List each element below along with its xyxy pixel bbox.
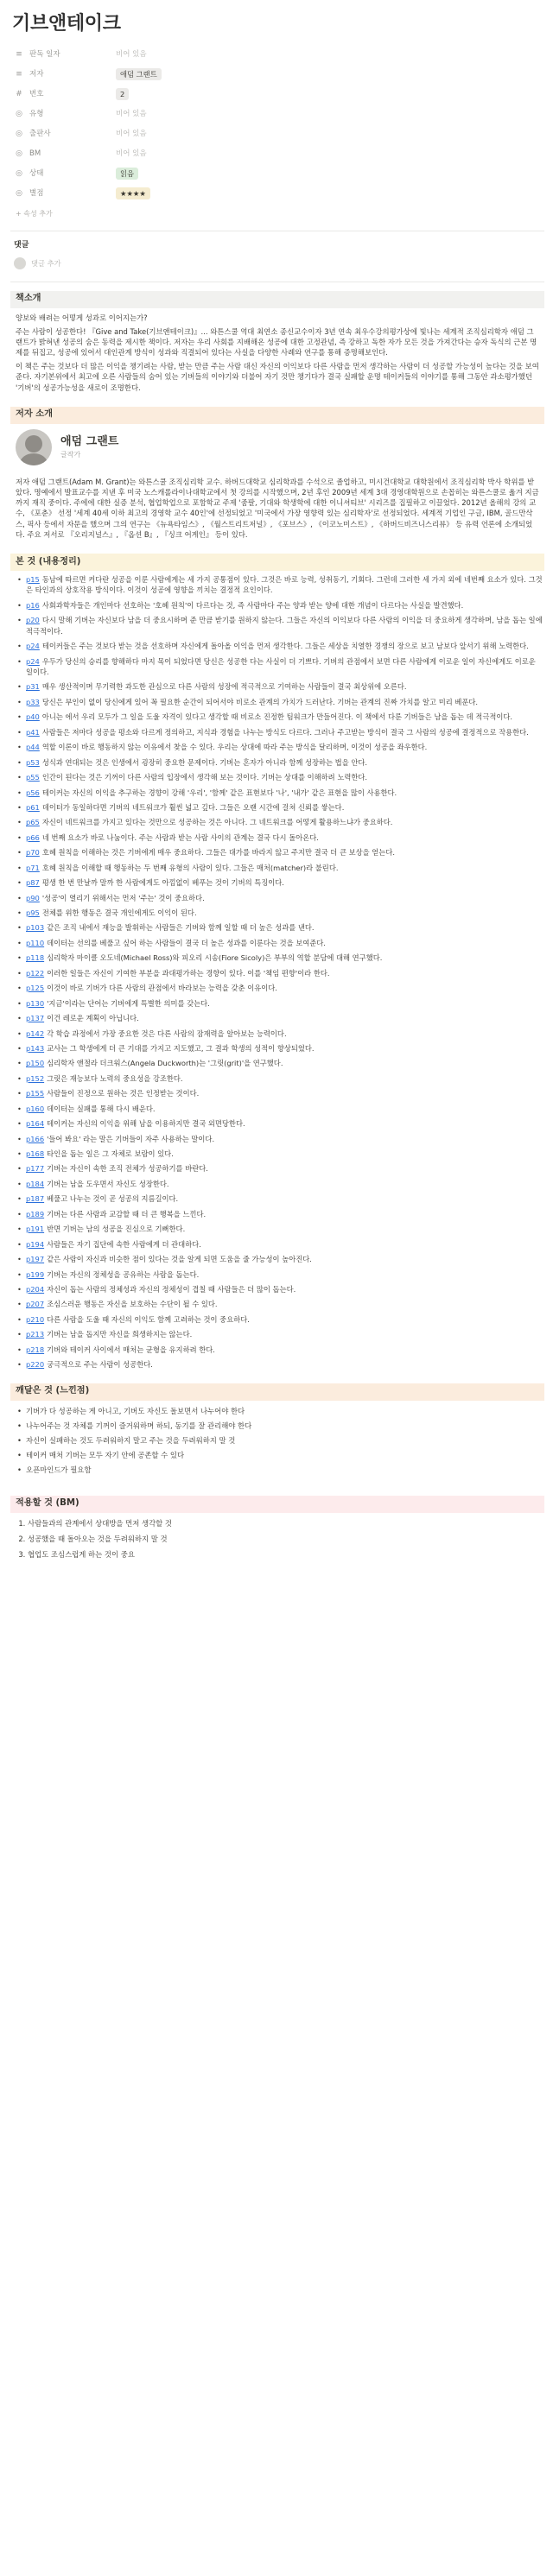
page-link[interactable]: p164	[26, 1119, 45, 1129]
note-text: 기버는 남을 도우면서 자신도 성장한다.	[47, 1179, 169, 1188]
note-item	[16, 953, 544, 963]
property-value[interactable]	[116, 49, 147, 60]
property-value-text: 비어 있음	[116, 110, 147, 119]
property-value[interactable]	[116, 68, 162, 80]
page-link[interactable]: p40	[26, 712, 40, 722]
note-text: '성공'이 열리기 위해서는 먼저 '주는' 것이 중요하다.	[41, 893, 205, 902]
note-item	[16, 1314, 544, 1325]
note-text: 같은 사람이 자신과 비슷한 점이 있다는 것을 알게 되면 도움을 줄 가능성이 높아진다.	[47, 1255, 312, 1264]
page-link[interactable]: p189	[26, 1209, 45, 1218]
page-link[interactable]: p210	[26, 1314, 45, 1324]
property-row[interactable]	[14, 164, 544, 184]
note-text: 자신이 돕는 사람의 정체성과 자신의 정체성이 겹칠 때 사람들은 더 많이 돕는다.	[47, 1284, 296, 1294]
note-item	[16, 922, 544, 933]
page-link[interactable]: p103	[26, 923, 45, 933]
apply-item: 3. 협업도 조심스럽게 하는 것이 중요	[28, 1549, 544, 1560]
properties-panel	[14, 45, 544, 204]
note-text: '지금'이라는 단어는 기버에게 특별한 의미를 갖는다.	[47, 998, 210, 1008]
note-item	[16, 727, 544, 737]
note-text: 사람들은 저마다 성공을 평소와 다르게 정의하고, 지식과 경험을 나누는 방식도 다르다. 그러나 주고받는 방식이 결국 그 사람의 성공에 결정적으로 작용한다.	[41, 727, 529, 737]
select-icon: ◎	[16, 188, 22, 198]
page-link[interactable]: p16	[26, 600, 40, 610]
note-item	[16, 817, 544, 827]
note-item	[16, 998, 544, 1009]
page-link[interactable]: p130	[26, 998, 45, 1008]
note-item	[16, 1179, 544, 1189]
note-text: 기버는 자신의 정체성을 공유하는 사람을 돕는다.	[47, 1269, 200, 1279]
page-link[interactable]: p213	[26, 1330, 45, 1339]
note-item	[16, 742, 544, 752]
summary-paragraph: 이 책은 주는 것보다 더 많은 이익을 챙기려는 사람, 받는 만큼 주는 사람 대신 자신의 이익보다 다른 사람을 먼저 생각하는 사람이 더 성공할 가능성이 높다는 것을 보여준다. 자기본위에서 최고에 오른 사람들의 숨어 있는 기버들의 이야기와 더불어 자기 것만 챙기다가 결국 실패할 운명 테이커들의 이야기를 통해 그동안 과소평가했던 '기버'의 성공가능성을 새로이 조명한다.	[16, 362, 539, 392]
select-icon: ◎	[16, 129, 22, 138]
property-key-label: 출판사	[29, 130, 51, 139]
property-value[interactable]	[116, 88, 129, 100]
note-item	[16, 1299, 544, 1309]
note-item	[16, 877, 544, 888]
page-link[interactable]: p55	[26, 773, 40, 782]
note-text: 호혜 원칙을 이해할 때 행동하는 두 번째 유형의 사람이 있다. 그들은 매처(matcher)라 불린다.	[41, 863, 339, 872]
note-item	[16, 832, 544, 843]
property-key-label: BM	[29, 149, 41, 159]
page-link[interactable]: p220	[26, 1360, 45, 1370]
page-link[interactable]: p187	[26, 1194, 45, 1204]
note-item	[16, 938, 544, 948]
text-icon: ≡	[16, 49, 22, 59]
property-key-label: 저자	[29, 70, 44, 79]
learned-list	[10, 1401, 544, 1484]
note-text: 사람들은 자기 집단에 속한 사람에게 더 관대하다.	[47, 1239, 201, 1249]
page-link[interactable]: p184	[26, 1179, 45, 1188]
note-text: 이건 레로운 계획이 아닙니다.	[47, 1014, 139, 1023]
note-item	[16, 1029, 544, 1039]
note-text: 인간이 된다는 것은 기꺼이 다른 사람의 입장에서 생각해 보는 것이다. 기버는 상대를 이해하려 노력한다.	[41, 773, 368, 782]
note-item	[16, 1239, 544, 1250]
note-item	[16, 802, 544, 813]
page-link[interactable]: p177	[26, 1164, 45, 1174]
property-key-label: 판독 일자	[29, 50, 60, 60]
note-text: 테이커는 자신의 이익을 추구하는 경향이 강해 '우리', '함께' 같은 표현보다 '나', '내가' 같은 표현을 많이 사용한다.	[41, 788, 397, 797]
note-item	[16, 1073, 544, 1084]
author-name: 애덤 그랜트	[60, 434, 119, 448]
summary-block	[10, 308, 544, 402]
page-link[interactable]: p90	[26, 893, 40, 902]
page-link[interactable]: p66	[26, 832, 40, 842]
note-text: 아니는 에서 우리 모두가 그 일을 도울 자격이 있다고 생각할 때 비로소 진정한 팀워크가 만들어진다. 이 책에서 다룬 기버들은 남을 돕는 데 적극적이다.	[41, 712, 513, 722]
note-text: 평생 한 번 만날까 말까 한 사람에게도 아낌없이 베푸는 것이 기버의 특징이다.	[41, 878, 284, 888]
note-text: 호혜 원칙을 이해하는 것은 기버에게 매우 중요하다. 그들은 대가를 바라지 않고 주지만 결국 더 큰 보상을 얻는다.	[41, 848, 395, 858]
note-item	[16, 1134, 544, 1144]
property-row[interactable]	[14, 85, 544, 104]
property-value-text: 비어 있음	[116, 130, 147, 139]
note-item	[16, 983, 544, 993]
comment-input[interactable]: 댓글 추가	[31, 258, 61, 268]
page-link[interactable]: p24	[26, 642, 40, 651]
property-key	[14, 89, 116, 100]
note-item	[16, 656, 544, 678]
page-link[interactable]: p168	[26, 1149, 45, 1159]
number-icon: #	[16, 89, 22, 98]
note-item	[16, 1209, 544, 1219]
note-text: 자신이 네트워크를 가지고 있다는 것만으로 성공하는 것은 아니다. 그 네트워크를 어떻게 활용하느냐가 중요하다.	[41, 818, 393, 827]
property-key	[14, 129, 116, 140]
note-text: 그릿은 재능보다 노력의 중요성을 강조한다.	[47, 1073, 183, 1083]
page-link[interactable]: p218	[26, 1345, 45, 1354]
learned-item: • 기버가 다 성공하는 게 아니고, 기버도 자신도 돌보면서 나누어야 한다	[16, 1406, 544, 1416]
notes-list	[10, 571, 544, 1378]
note-text: 기버는 남을 돕지만 자신을 희생하지는 않는다.	[47, 1330, 193, 1339]
note-text: 조심스러운 행동은 자신을 보호하는 수단이 될 수 있다.	[47, 1300, 218, 1309]
property-value[interactable]	[116, 149, 147, 159]
author-avatar	[16, 429, 52, 465]
page-link[interactable]: p142	[26, 1029, 45, 1038]
note-item	[16, 772, 544, 782]
note-text: 베풀고 나누는 것이 곧 성공의 지름길이다.	[47, 1194, 179, 1204]
page-link[interactable]: p194	[26, 1239, 45, 1249]
note-item	[16, 1284, 544, 1294]
note-item	[16, 1359, 544, 1370]
note-item	[16, 1329, 544, 1339]
property-key-label: 유형	[29, 110, 44, 119]
page-link[interactable]: p199	[26, 1269, 45, 1279]
page-link[interactable]: p71	[26, 863, 40, 872]
note-text: 네 번째 요소가 바로 나눔이다. 주는 사람과 받는 사람 사이의 관계는 결국 다시 돌아온다.	[41, 832, 319, 842]
property-row[interactable]	[14, 184, 544, 204]
note-text: 기버는 자신이 속한 조직 전체가 성공하기를 바란다.	[47, 1164, 208, 1174]
property-row[interactable]	[14, 144, 544, 164]
property-row[interactable]	[14, 45, 544, 65]
note-item	[16, 615, 544, 636]
page-link[interactable]: p166	[26, 1134, 45, 1143]
note-item	[16, 788, 544, 798]
page-link[interactable]: p15	[26, 574, 40, 584]
note-text: 다른 사람을 도울 때 자신의 이익도 함께 고려하는 것이 중요하다.	[47, 1314, 250, 1324]
note-text: 사회과학자들은 개인마다 선호하는 '호혜 원칙'이 다르다는 것, 즉 사람마다 주는 양과 받는 양에 대한 개념이 다르다는 사실을 발견했다.	[41, 600, 464, 610]
note-item	[16, 681, 544, 692]
page-link[interactable]: p65	[26, 818, 40, 827]
property-key	[14, 168, 116, 180]
apply-heading: 적용할 것 (BM)	[10, 1496, 544, 1513]
author-bio: 저자 애덤 그랜트(Adam M. Grant)는 와튼스쿨 조직심리학 교수. 하버드대학교 심리학과를 수석으로 졸업하고, 미시건대학교 대학원에서 조직심리학 박사 학위를 받았다. 명예에서 발표교수를 지낸 후 미국 노스캐롤라이나대학교에서 첫 강의를 시작했으며, 2년 후인 2009년 세계 3대 경영대학원으로 손꼽히는 와튼스쿨로 옮겨 지금까지 재직 중이다. 주에에 대한 실증 분석, 협업학업으로 포함학교 주제 '줌팔, 기대와 학생학에 대한 이니셔티브' 시리즈를 집필하고 이끌었다. 2012년 올해의 강의 교수, 《포춘》 선정 '세계 40세 이하 최고의 경영학 교수 40인'에 선정되었고 '미국에서 가장 영향력 있는 심리학자'로 선정되었다. 세계적 기업인 구글, IBM, 골드만삭스, 픽사 등에서 자문을 했으며 그의 연구는 《뉴욕타임스》, 《월스트리트저널》, 《포브스》, 《이코노미스트》, 《하버드비즈니스리뷰》 등 유력 언론에 소개되었다. 주요 저서로 『오리지널스』, 『옵션 B』, 『싱크 어게인』 등이 있다.	[16, 477, 539, 539]
note-item	[16, 1118, 544, 1129]
summary-paragraph: 양보와 배려는 어떻게 성과로 이어지는가?	[16, 313, 148, 322]
note-text: 각 학습 과정에서 가장 중요한 것은 다른 사람의 잠재력을 알아보는 능력이다.	[47, 1029, 287, 1038]
page-link[interactable]: p122	[26, 968, 45, 978]
note-item	[16, 1088, 544, 1098]
note-text: 테이커는 자신의 이익을 위해 남을 이용하지만 결국 외면당한다.	[47, 1119, 245, 1129]
author-card	[16, 429, 544, 465]
note-text: 기버는 다른 사람과 교감할 때 더 큰 행복을 느낀다.	[47, 1209, 207, 1218]
property-row[interactable]	[14, 65, 544, 85]
note-text: 전체를 위한 행동은 결국 개인에게도 이익이 된다.	[41, 908, 197, 918]
note-item	[16, 1345, 544, 1355]
note-item	[16, 1104, 544, 1114]
page-link[interactable]: p110	[26, 938, 45, 947]
property-key	[14, 69, 116, 80]
select-icon: ◎	[16, 168, 22, 178]
note-text: 교사는 그 학생에게 더 큰 기대를 가지고 지도했고, 그 결과 학생의 성적이 향상되었다.	[47, 1043, 315, 1053]
note-item	[16, 600, 544, 611]
note-item	[16, 908, 544, 918]
page-link[interactable]: p204	[26, 1284, 45, 1294]
comments-label: 댓글	[14, 241, 29, 250]
note-text: 동남에 따르면 커다란 성공을 이룬 사람에게는 세 가지 공통점이 있다. 그것은 바로 능력, 성취동기, 기회다. 그런데 그러한 세 가지 외에 네번째 요소가 있다. 그것은 타인과의 상호작용 방식이다. 이것이 성공에 영향을 끼치는 결정적 요인이다.	[26, 574, 543, 595]
page-link[interactable]: p150	[26, 1059, 45, 1068]
property-key	[14, 188, 116, 199]
avatar	[14, 257, 26, 269]
summary-heading: 책소개	[10, 291, 544, 308]
property-value-text: 애덤 그랜트	[116, 68, 162, 80]
property-value-text: 2	[116, 88, 129, 100]
property-value-text: 읽음	[116, 168, 138, 180]
property-value[interactable]	[116, 168, 138, 180]
author-heading: 저자 소개	[10, 407, 544, 424]
property-value-text: ★★★★	[116, 187, 150, 199]
note-text: 매우 생산적이며 무기력한 과도한 관심으로 다른 사람의 성장에 적극적으로 기여하는 사람들이 결국 최상위에 오른다.	[41, 682, 407, 692]
author-role: 글작가	[60, 451, 81, 459]
page-link[interactable]: p155	[26, 1089, 45, 1098]
note-item	[16, 1254, 544, 1264]
note-item	[16, 968, 544, 978]
note-text: 사람들이 진정으로 원하는 것은 인정받는 것이다.	[47, 1089, 200, 1098]
note-text: 타인을 돕는 일은 그 자체로 보람이 있다.	[47, 1149, 174, 1159]
note-text: 이것이 바로 기버가 다른 사람의 관점에서 바라보는 능력을 갖춘 이유이다.	[47, 984, 277, 993]
note-text: 심리학자 마이클 오도네(Michael Ross)와 피오리 시송(Fiore Sicoly)은 부부의 역할 분담에 대해 연구했다.	[47, 953, 383, 963]
note-item	[16, 1163, 544, 1174]
note-item	[16, 893, 544, 903]
page-link[interactable]: p95	[26, 908, 40, 918]
note-item	[16, 1013, 544, 1023]
page-link[interactable]: p197	[26, 1255, 45, 1264]
note-item	[16, 574, 544, 596]
note-text: 반면 기버는 남의 성공을 진심으로 기뻐한다.	[47, 1225, 186, 1234]
note-text: 다시 말해 기버는 자신보다 남을 더 중요시하며 준 만큼 받기를 원하지 않는다. 그들은 자신의 이익보다 다른 사람의 이익을 더 중요하게 생각하며, 남을 돕는 일에 적극적이다.	[26, 616, 543, 636]
apply-item: 1. 사람들과의 관계에서 상대방을 먼저 생각할 것	[28, 1518, 544, 1529]
learned-item: • 테이커 매처 기버는 모두 자기 안에 공존할 수 있다	[16, 1450, 544, 1460]
notes-heading: 본 것 (내용정리)	[10, 554, 544, 571]
page-link[interactable]: p125	[26, 984, 45, 993]
page-link[interactable]: p207	[26, 1300, 45, 1309]
note-text: 기버와 테이커 사이에서 매처는 균형을 유지하려 한다.	[47, 1345, 215, 1354]
property-value[interactable]	[116, 187, 150, 199]
note-text: 성식과 연대되는 것은 인생에서 굉장히 중요한 문제이다. 기버는 혼자가 아니라 함께 성장하는 법을 안다.	[41, 757, 368, 767]
learned-item: • 오픈마인드가 필요함	[16, 1465, 544, 1475]
property-key	[14, 109, 116, 120]
note-text: 데이터는 실패를 통해 다시 배운다.	[47, 1104, 156, 1113]
page-link[interactable]: p31	[26, 682, 40, 692]
property-key-label: 별점	[29, 189, 44, 199]
page-link[interactable]: p191	[26, 1225, 45, 1234]
page-link[interactable]: p152	[26, 1073, 45, 1083]
page-link[interactable]: p118	[26, 953, 45, 963]
note-text: 이러한 일들은 자신이 기여한 부분을 과대평가하는 경향이 있다. 이를 '책임 편향'이라 한다.	[47, 968, 330, 978]
note-text: 같은 조직 내에서 재능을 발휘하는 사람들은 기버와 함께 일할 때 더 높은 성과를 낸다.	[47, 923, 315, 933]
note-item	[16, 712, 544, 722]
property-row[interactable]	[14, 124, 544, 144]
note-item	[16, 1193, 544, 1204]
note-item	[16, 847, 544, 858]
note-item	[16, 863, 544, 873]
summary-paragraph: 주는 사람이 성공한다! 『Give and Take(기브앤테이크)』... 와튼스쿨 역대 최연소 종신교수이자 3년 연속 최우수강의평가상에 빛나는 세계적 조직심리학자 애덤 그랜트가 밝혀낸 성공의 숨은 동력을 제시한 책이다. 저자는 우리 사회를 지배해온 성공에 대한 고정관념, 즉 강하고 독한 자가 모든 것을 가져간다는 승자 독식의 근본 명제를 뒤집고, 성공에 있어서 대인관계 방식이 성과와 직결되어 있다는 사실을 다양한 사례와 연구를 통해 증명해보인다.	[16, 326, 537, 358]
page-link[interactable]: p33	[26, 697, 40, 706]
page-link[interactable]: p70	[26, 848, 40, 858]
property-key-label: 번호	[29, 90, 44, 99]
text-icon: ≡	[16, 69, 22, 79]
note-item	[16, 757, 544, 768]
property-row[interactable]	[14, 104, 544, 124]
learned-item: • 나누어주는 것 자체를 기꺼이 즐거워하며 하되, 동기를 잘 관리해야 한다	[16, 1421, 544, 1431]
page-link[interactable]: p20	[26, 616, 40, 625]
note-text: 데이터는 선의를 베풀고 싶어 하는 사람들이 결국 더 높은 성과를 이룬다는 것을 보여준다.	[47, 938, 326, 947]
note-item	[16, 1269, 544, 1280]
page-link[interactable]: p41	[26, 727, 40, 737]
note-text: 테이커들은 주는 것보다 받는 것을 선호하며 자신에게 돌아올 이익을 먼저 생각한다. 그들은 세상을 치열한 경쟁의 장으로 보고 남보다 앞서기 위해 노력한다.	[41, 642, 529, 651]
select-icon: ◎	[16, 149, 22, 158]
apply-list	[10, 1513, 544, 1560]
property-value-text: 비어 있음	[116, 149, 147, 159]
page-link[interactable]: p137	[26, 1014, 45, 1023]
page-link[interactable]: p61	[26, 802, 40, 812]
property-value[interactable]	[116, 129, 147, 139]
apply-item: 2. 성공했을 때 돌아오는 것을 두려워하지 말 것	[28, 1534, 544, 1544]
select-icon: ◎	[16, 109, 22, 118]
page-link[interactable]: p24	[26, 656, 40, 666]
add-property-button[interactable]: + 속성 추가	[16, 209, 53, 218]
note-text: 우두가 당신의 승리를 향해하다 마지 목이 되었다면 당신은 성공한 다는 사실이 더 기쁘다. 기버의 관점에서 보면 다른 사람에게 이로운 일이 자신에게도 이로운 일이다.	[26, 656, 536, 677]
property-value[interactable]	[116, 109, 147, 119]
note-text: 궁극적으로 주는 사람이 성공한다.	[47, 1360, 153, 1370]
page-link[interactable]: p53	[26, 757, 40, 767]
learned-heading: 깨달은 것 (느낀점)	[10, 1383, 544, 1401]
learned-item: • 자신이 실패하는 것도 두려워하지 말고 주는 것을 두려워하지 말 것	[16, 1435, 544, 1446]
page-link[interactable]: p87	[26, 878, 40, 888]
note-text: 심리학자 앤절라 더크워스(Angela Duckworth)는 '그릿(grit)'을 연구했다.	[47, 1059, 283, 1068]
page-title: 기브앤테이크	[12, 13, 121, 35]
property-key	[14, 149, 116, 160]
note-item	[16, 1043, 544, 1054]
note-item	[16, 1149, 544, 1159]
note-text: 역할 이론이 바로 행동하지 않는 이유에서 찾을 수 있다. 우리는 상대에 따라 주는 방식을 달리하며, 이것이 성공을 좌우한다.	[41, 743, 428, 752]
note-text: 당신은 부인이 없이 당신에게 있어 꼭 필요한 순간이 되어서야 비로소 관계의 가치가 드러난다. 기버는 관계의 진짜 가치를 알고 미리 베푼다.	[41, 697, 479, 706]
page-link[interactable]: p56	[26, 788, 40, 797]
note-item	[16, 641, 544, 651]
page-link[interactable]: p143	[26, 1043, 45, 1053]
note-item	[16, 1224, 544, 1234]
comment-row[interactable]	[14, 257, 544, 269]
note-item	[16, 1058, 544, 1068]
property-key	[14, 49, 116, 60]
property-key-label: 상태	[29, 169, 44, 179]
note-text: '들어 봐요' 라는 말은 기버들이 자주 사용하는 말이다.	[47, 1134, 215, 1143]
page-link[interactable]: p44	[26, 743, 40, 752]
property-value-text: 비어 있음	[116, 50, 147, 60]
page-link[interactable]: p160	[26, 1104, 45, 1113]
note-text: 데이터가 동일하다면 기버의 네트워크가 훨씬 넓고 깊다. 그들은 오랜 시간에 걸쳐 신뢰를 쌓는다.	[41, 802, 345, 812]
note-item	[16, 697, 544, 707]
